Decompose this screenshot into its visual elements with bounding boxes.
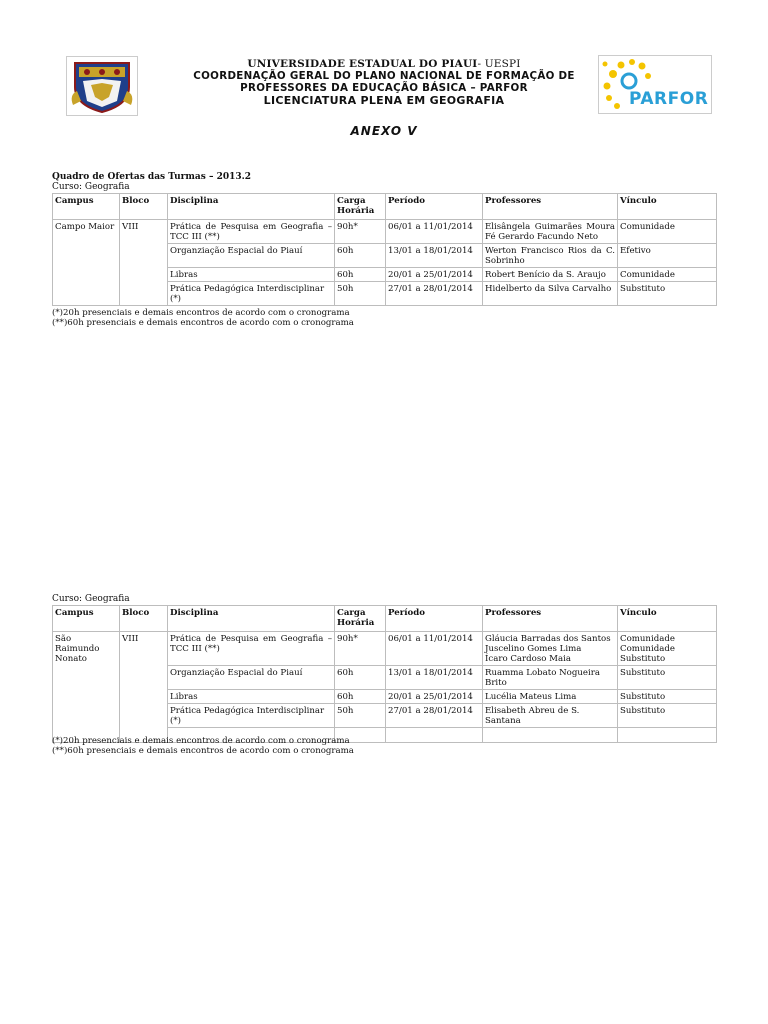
disciplina-cell: Organziação Espacial do Piauí — [168, 666, 335, 690]
vinculo-cell: Substituto — [618, 282, 717, 306]
header-professores: Professores — [483, 606, 618, 632]
footnotes-2 — [52, 736, 354, 756]
header-campus: Campus — [53, 606, 120, 632]
disciplina-cell: Organziação Espacial do Piauí — [168, 244, 335, 268]
disciplina-cell: Prática Pedagógica Interdisciplinar (*) — [168, 282, 335, 306]
course-line: LICENCIATURA PLENA EM GEOGRAFIA — [263, 94, 505, 107]
disciplina-cell: Prática Pedagógica Interdisciplinar (*) — [168, 704, 335, 728]
vinculo-cell: Efetivo — [618, 244, 717, 268]
carga-cell: 90h* — [335, 632, 386, 666]
disciplina-cell: Prática de Pesquisa em Geografia – TCC III (**) — [168, 632, 335, 666]
vinculo-cell: Substituto — [618, 666, 717, 690]
vinculo-cell — [618, 728, 717, 743]
professores-cell: Gláucia Barradas dos Santos Juscelino Gomes Lima Ícaro Cardoso Maia — [483, 632, 618, 666]
carga-cell: 60h — [335, 666, 386, 690]
campus-cell: Campo Maior — [53, 220, 120, 306]
header-vinculo: Vínculo — [618, 194, 717, 220]
vinculo-cell: Comunidade — [618, 220, 717, 244]
vinculo-cell: Comunidade — [618, 268, 717, 282]
table-row — [53, 220, 717, 244]
header-campus: Campus — [53, 194, 120, 220]
coordination-line: COORDENAÇÃO GERAL DO PLANO NACIONAL DE FORMAÇÃO DE — [193, 70, 575, 82]
vinculo-cell: Comunidade Comunidade Substituto — [618, 632, 717, 666]
carga-cell: 60h — [335, 244, 386, 268]
footnotes-1 — [52, 308, 354, 328]
header-professores: Professores — [483, 194, 618, 220]
header-bloco: Bloco — [120, 606, 168, 632]
vinculo-cell: Substituto — [618, 704, 717, 728]
professores-cell: Ruamma Lobato Nogueira Brito — [483, 666, 618, 690]
header-carga: Carga Horária — [335, 194, 386, 220]
disciplina-cell: Prática de Pesquisa em Geografia – TCC III (**) — [168, 220, 335, 244]
professores-cell: Elisângela Guimarães Moura Fé Gerardo Facundo Neto — [483, 220, 618, 244]
carga-cell: 60h — [335, 690, 386, 704]
bloco-cell: VIII — [120, 220, 168, 306]
footnote: (*)20h presenciais e demais encontros de acordo com o cronograma — [52, 736, 350, 746]
footnote: (**)60h presenciais e demais encontros de acordo com o cronograma — [52, 318, 354, 328]
offers-table-2 — [52, 605, 717, 743]
carga-cell: 90h* — [335, 220, 386, 244]
header-vinculo: Vínculo — [618, 606, 717, 632]
footnote: (**)60h presenciais e demais encontros de acordo com o cronograma — [52, 746, 354, 756]
offers-table-1 — [52, 193, 717, 306]
section1-course: Curso: Geografia — [52, 182, 130, 192]
periodo-cell: 20/01 a 25/01/2014 — [386, 690, 483, 704]
professores-cell: Elisabeth Abreu de S. Santana — [483, 704, 618, 728]
carga-cell: 50h — [335, 704, 386, 728]
parfor-logo-text: PARFOR — [629, 89, 709, 109]
footnote: (*)20h presenciais e demais encontros de acordo com o cronograma — [52, 308, 350, 318]
section2-course: Curso: Geografia — [52, 594, 130, 604]
disciplina-cell: Libras — [168, 690, 335, 704]
section1-title: Quadro de Ofertas das Turmas – 2013.2 — [52, 172, 252, 182]
professores-cell — [483, 728, 618, 743]
carga-cell: 60h — [335, 268, 386, 282]
periodo-cell: 20/01 a 25/01/2014 — [386, 268, 483, 282]
campus-cell: São Raimundo Nonato — [53, 632, 120, 743]
periodo-cell: 06/01 a 11/01/2014 — [386, 632, 483, 666]
header-carga: Carga Horária — [335, 606, 386, 632]
table-row — [53, 632, 717, 666]
header-bloco: Bloco — [120, 194, 168, 220]
program-line: PROFESSORES DA EDUCAÇÃO BÁSICA – PARFOR — [240, 82, 528, 94]
periodo-cell: 27/01 a 28/01/2014 — [386, 282, 483, 306]
professores-cell: Lucélia Mateus Lima — [483, 690, 618, 704]
header-periodo: Período — [386, 606, 483, 632]
disciplina-cell: Libras — [168, 268, 335, 282]
university-acronym: - UESPI — [477, 58, 521, 70]
header-periodo: Período — [386, 194, 483, 220]
vinculo-cell: Substituto — [618, 690, 717, 704]
university-name-line — [0, 58, 768, 70]
header-disciplina: Disciplina — [168, 194, 335, 220]
professores-cell: Robert Benício da S. Araujo — [483, 268, 618, 282]
bloco-cell: VIII — [120, 632, 168, 743]
periodo-cell: 13/01 a 18/01/2014 — [386, 244, 483, 268]
header-disciplina: Disciplina — [168, 606, 335, 632]
periodo-cell: 13/01 a 18/01/2014 — [386, 666, 483, 690]
professores-cell: Hidelberto da Silva Carvalho — [483, 282, 618, 306]
professores-cell: Werton Francisco Rios da C. Sobrinho — [483, 244, 618, 268]
periodo-cell: 27/01 a 28/01/2014 — [386, 704, 483, 728]
table-header-row — [53, 194, 717, 220]
document-header — [0, 58, 768, 107]
university-name: UNIVERSIDADE ESTADUAL DO PIAUI — [247, 58, 478, 70]
annex-title: ANEXO V — [350, 124, 418, 138]
periodo-cell — [386, 728, 483, 743]
periodo-cell: 06/01 a 11/01/2014 — [386, 220, 483, 244]
table-header-row — [53, 606, 717, 632]
carga-cell: 50h — [335, 282, 386, 306]
